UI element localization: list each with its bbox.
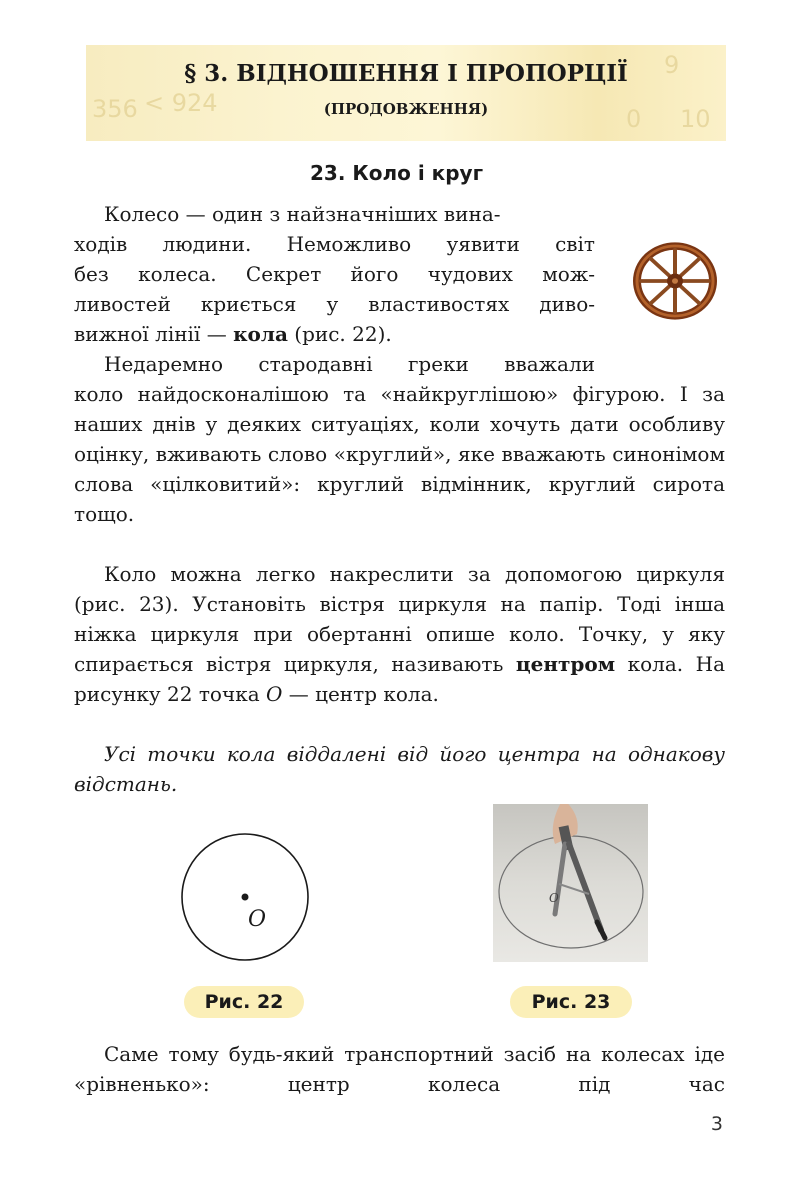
center-label: O bbox=[248, 907, 267, 932]
page-number: 3 bbox=[710, 1113, 723, 1135]
term-center: центром bbox=[515, 652, 616, 676]
banner-deco-number: < 924 bbox=[144, 89, 218, 117]
center-point bbox=[242, 894, 249, 901]
compass-illustration bbox=[493, 804, 648, 962]
text-line: ходів людини. Неможливо уявити світ bbox=[74, 232, 595, 256]
chapter-subtitle: (ПРОДОВЖЕННЯ) bbox=[323, 100, 489, 118]
chapter-title: § 3. ВІДНОШЕННЯ І ПРОПОРЦІЇ bbox=[184, 60, 628, 87]
paragraph-vehicle: Саме тому будь-який транспортний засіб на колесах іде «рівненько»: центр колеса під час bbox=[74, 1042, 725, 1096]
banner-deco-number: 0 bbox=[626, 105, 642, 133]
paragraph-greeks-first: Недаремно стародавні греки вважали bbox=[104, 352, 595, 376]
text-line: без колеса. Секрет його чудових мож- bbox=[74, 262, 595, 286]
banner-deco-number: 10 bbox=[680, 105, 711, 133]
banner-deco-number: 356 bbox=[92, 95, 138, 123]
section-heading: 23. Коло і круг bbox=[309, 161, 484, 185]
rule-statement: Усі точки кола віддалені від його центра на однакову відстань. bbox=[74, 742, 725, 796]
wheel-image bbox=[628, 240, 722, 322]
chapter-banner bbox=[86, 45, 726, 141]
paragraph-compass: Коло можна легко накреслити за допомогою циркуля (рис. 23). Установіть вістря циркуля на папір. Тоді інша ніжка циркуля при обертанні опише коло. Точку, у яку спирається вістря циркуля, називають центром кола. На рисунку 22 точка O — центр кола. bbox=[74, 562, 725, 706]
banner-deco-number: 9 bbox=[664, 51, 680, 79]
point-label: O bbox=[265, 682, 283, 706]
paragraph-wheel-intro bbox=[74, 199, 595, 229]
text-line: вижної лінії — кола (рис. 22). bbox=[74, 322, 392, 346]
center-label: O bbox=[549, 891, 559, 905]
paragraph-wheel-intro-cont bbox=[74, 229, 595, 349]
figure-22-caption: Рис. 22 bbox=[184, 986, 304, 1018]
figure-23-photo bbox=[493, 804, 648, 962]
figure-23-caption: Рис. 23 bbox=[510, 986, 632, 1018]
figure-22-circle bbox=[178, 830, 312, 964]
text-line: ливостей криється у властивостях диво- bbox=[74, 292, 595, 316]
term-kola: кола bbox=[233, 322, 288, 346]
paragraph-greeks: коло найдосконалішою та «найкруглішою» фігурою. І за наших днів у деяких ситуаціях, коли хочуть дати особливу оцінку, вживають слово «круглий», яке вважають синонімом слова «цілковитий»: круглий відмінник, круглий сирота тощо. bbox=[74, 382, 725, 526]
text-line: Колесо — один з найзначніших вина- bbox=[104, 202, 501, 226]
